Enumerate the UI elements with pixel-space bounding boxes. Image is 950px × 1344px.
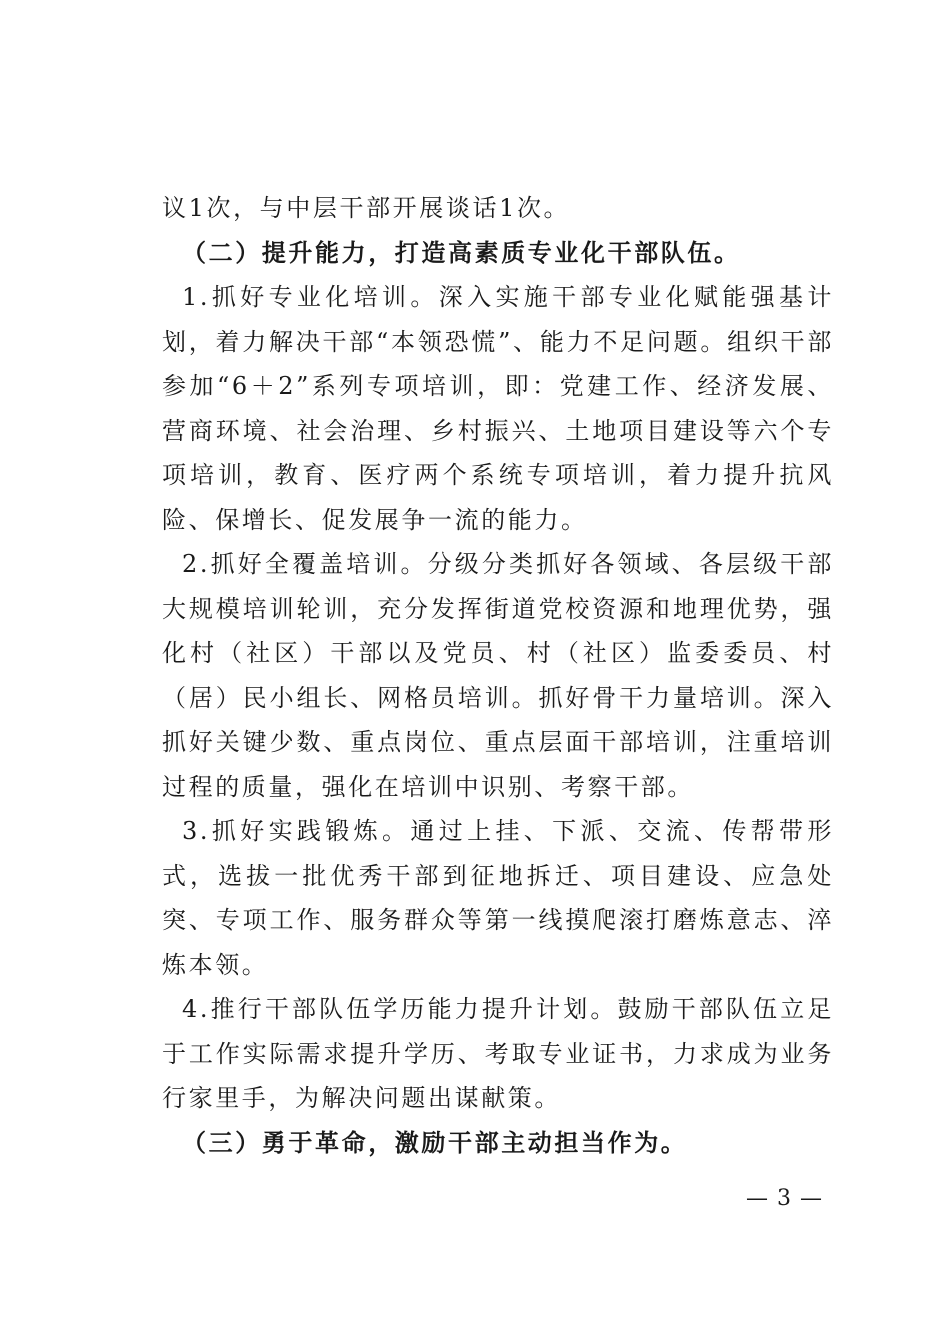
paragraph-item-3: 3.抓好实践锻炼。通过上挂、下派、交流、传帮带形式，选拔一批优秀干部到征地拆迁、项目建设、应急处突、专项工作、服务群众等第一线摸爬滚打磨炼意志、淬炼本领。 xyxy=(162,817,834,979)
section-heading-3: （三）勇于革命，激励干部主动担当作为。 xyxy=(182,1127,688,1157)
paragraph-item-2: 2.抓好全覆盖培训。分级分类抓好各领域、各层级干部大规模培训轮训，充分发挥街道党校资源和地理优势，强化村（社区）干部以及党员、村（社区）监委委员、村（居）民小组长、网格员培训。抓好骨干力量培训。深入抓好关键少数、重点岗位、重点层面干部培训，注重培训过程的质量，强化在培训中识别、考察干部。 xyxy=(162,550,834,801)
document-body xyxy=(162,186,834,1165)
paragraph-continuation: 议1次，与中层干部开展谈话1次。 xyxy=(162,194,571,222)
page-number: — 3 — xyxy=(746,1186,823,1211)
section-heading-2: （二）提升能力，打造高素质专业化干部队伍。 xyxy=(182,237,741,267)
paragraph-item-4: 4.推行干部队伍学历能力提升计划。鼓励干部队伍立足于工作实际需求提升学历、考取专业证书，力求成为业务行家里手，为解决问题出谋献策。 xyxy=(162,995,834,1112)
paragraph-item-1: 1.抓好专业化培训。深入实施干部专业化赋能强基计划，着力解决干部“本领恐慌”、能力不足问题。组织干部参加“6＋2”系列专项培训，即：党建工作、经济发展、营商环境、社会治理、乡村振兴、土地项目建设等六个专项培训，教育、医疗两个系统专项培训，着力提升抗风险、保增长、促发展争一流的能力。 xyxy=(162,283,834,534)
